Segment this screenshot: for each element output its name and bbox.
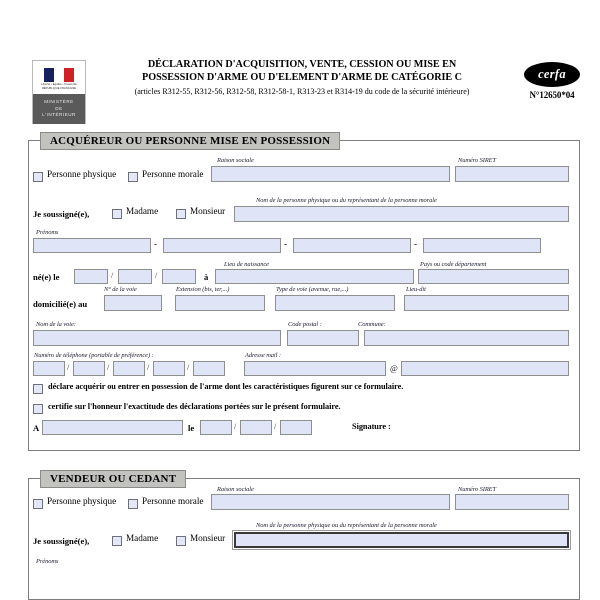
prenom-separator-3: - [414,239,417,249]
label-soussigne-vendeur: Je soussigné(e), [33,536,90,546]
checkbox-monsieur-vendeur[interactable] [176,536,186,546]
label-personne-morale-acquereur: Personne morale [142,169,204,179]
logo-republic-name: RÉPUBLIQUE FRANÇAISE [41,86,77,90]
input-siret-acquereur[interactable] [455,166,569,182]
input-signature-mois[interactable] [240,420,272,435]
label-a-acquereur: à [204,272,209,282]
input-raison-sociale-vendeur[interactable] [211,494,450,510]
label-a-lieu-signature: A [33,423,40,433]
signature-date-separator-1: / [234,422,237,431]
label-nee-le-acquereur: né(e) le [33,272,60,282]
checkbox-personne-physique-vendeur[interactable] [33,499,43,509]
label-type-voie-acquereur: Type de voie (avenue, rue,...) [276,286,349,293]
input-lieu-signature[interactable] [42,420,183,435]
french-flag-icon [33,61,85,94]
text-certifie-honneur: certifie sur l'honneur l'exactitude des déclarations portées sur le présent formulaire. [48,402,341,411]
form-header [0,58,600,126]
checkbox-madame-vendeur[interactable] [112,536,122,546]
input-prenom-2-acquereur[interactable] [163,238,281,253]
ministry-line-3: L'INTÉRIEUR [42,112,76,118]
input-extension-acquereur[interactable] [175,295,265,311]
cerfa-block [521,62,583,100]
label-signature: Signature : [352,422,391,431]
label-le-signature: le [188,423,195,433]
title-line-1: DÉCLARATION D'ACQUISITION, VENTE, CESSION OU MISE EN [147,59,457,70]
label-nom-vendeur: Nom de la personne physique ou du représentant de la personne morale [256,522,437,529]
input-naissance-jour-acquereur[interactable] [74,269,108,284]
input-commune-acquereur[interactable] [364,330,569,346]
label-commune-acquereur: Commune: [358,321,386,328]
checkbox-personne-physique-acquereur[interactable] [33,172,43,182]
input-pays-naissance-acquereur[interactable] [418,269,569,284]
ministry-name [33,94,85,124]
input-email-local-acquereur[interactable] [244,361,386,376]
page-title [92,58,512,97]
checkbox-personne-morale-acquereur[interactable] [128,172,138,182]
checkbox-certifie-honneur[interactable] [33,404,43,414]
ministry-logo [32,60,86,124]
label-madame-vendeur: Madame [126,533,159,543]
label-nom-voie-acquereur: Nom de la voie: [36,321,76,328]
label-siret-vendeur: Numéro SIRET [458,486,497,493]
cerfa-number: N°12650*04 [529,90,575,100]
input-lieu-dit-acquereur[interactable] [404,295,569,311]
email-at-symbol: @ [390,363,398,373]
label-raison-sociale-vendeur: Raison sociale [217,486,254,493]
input-email-domain-acquereur[interactable] [401,361,569,376]
input-raison-sociale-acquereur[interactable] [211,166,450,182]
telephone-separator-3: / [147,363,150,372]
label-siret-acquereur: Numéro SIRET [458,157,497,164]
telephone-separator-4: / [187,363,190,372]
label-raison-sociale-acquereur: Raison sociale [217,157,254,164]
input-telephone-3-acquereur[interactable] [113,361,145,376]
signature-date-separator-2: / [274,422,277,431]
input-telephone-1-acquereur[interactable] [33,361,65,376]
input-signature-annee[interactable] [280,420,312,435]
input-telephone-5-acquereur[interactable] [193,361,225,376]
label-prenoms-acquereur: Prénoms [36,229,59,236]
input-prenom-4-acquereur[interactable] [423,238,541,253]
telephone-separator-1: / [67,363,70,372]
checkbox-madame-acquereur[interactable] [112,209,122,219]
logo-republic-motto: Liberté • Égalité • Fraternité [41,83,77,87]
input-siret-vendeur[interactable] [455,494,569,510]
text-declare-acquerir: déclare acquérir ou entrer en possession de l'arme dont les caractéristiques figurent sur ce formulaire. [48,382,404,391]
section-vendeur-legend: VENDEUR OU CEDANT [40,470,186,488]
title-line-2: POSSESSION D'ARME OU D'ELEMENT D'ARME DE CATÉGORIE C [142,72,462,84]
label-soussigne-acquereur: Je soussigné(e), [33,209,90,219]
input-telephone-2-acquereur[interactable] [73,361,105,376]
label-lieu-naissance-acquereur: Lieu de naissance [224,261,269,268]
checkbox-personne-morale-vendeur[interactable] [128,499,138,509]
label-monsieur-vendeur: Monsieur [190,533,226,543]
ministry-line-1: MINISTÈRE [44,99,74,105]
input-prenom-3-acquereur[interactable] [293,238,411,253]
label-pays-naissance-acquereur: Pays ou code département [420,261,487,268]
naissance-date-separator-1: / [111,271,114,280]
input-signature-jour[interactable] [200,420,232,435]
title-legal-reference: (articles R312-55, R312-56, R312-58, R312-58-1, R313-23 et R314-19 du code de la sécurité intérieure) [134,86,470,96]
label-personne-physique-acquereur: Personne physique [47,169,117,179]
label-lieu-dit-acquereur: Lieu-dit [406,286,426,293]
checkbox-monsieur-acquereur[interactable] [176,209,186,219]
label-madame-acquereur: Madame [126,206,159,216]
label-email-acquereur: Adresse mail : [245,352,281,359]
label-nom-acquereur: Nom de la personne physique ou du représentant de la personne morale [256,197,437,204]
input-nom-voie-acquereur[interactable] [33,330,281,346]
input-telephone-4-acquereur[interactable] [153,361,185,376]
input-prenom-1-acquereur[interactable] [33,238,151,253]
naissance-date-separator-2: / [155,271,158,280]
input-naissance-mois-acquereur[interactable] [118,269,152,284]
ministry-line-2: DE [55,105,63,111]
label-numero-voie-acquereur: N° de la voie [104,286,137,293]
prenom-separator-2: - [284,239,287,249]
input-nom-vendeur[interactable] [234,532,569,548]
label-monsieur-acquereur: Monsieur [190,206,226,216]
cerfa-logo [524,62,580,87]
input-lieu-naissance-acquereur[interactable] [215,269,414,284]
label-extension-acquereur: Extension (bis, ter,...) [176,286,230,293]
checkbox-declare-acquerir[interactable] [33,384,43,394]
input-nom-acquereur[interactable] [234,206,569,222]
input-numero-voie-acquereur[interactable] [104,295,162,311]
label-telephone-acquereur: Numéro de téléphone (portable de préférence) : [34,352,154,359]
label-code-postal-acquereur: Code postal : [288,321,322,328]
label-personne-morale-vendeur: Personne morale [142,496,204,506]
section-acquereur-legend: ACQUÉREUR OU PERSONNE MISE EN POSSESSION [40,132,340,150]
telephone-separator-2: / [107,363,110,372]
input-naissance-annee-acquereur[interactable] [162,269,196,284]
label-domicilie-acquereur: domicilié(e) au [33,299,88,309]
prenom-separator-1: - [154,239,157,249]
label-personne-physique-vendeur: Personne physique [47,496,117,506]
input-code-postal-acquereur[interactable] [287,330,359,346]
label-prenoms-vendeur: Prénoms [36,558,59,565]
cerfa-label: cerfa [538,67,566,81]
input-type-voie-acquereur[interactable] [275,295,395,311]
